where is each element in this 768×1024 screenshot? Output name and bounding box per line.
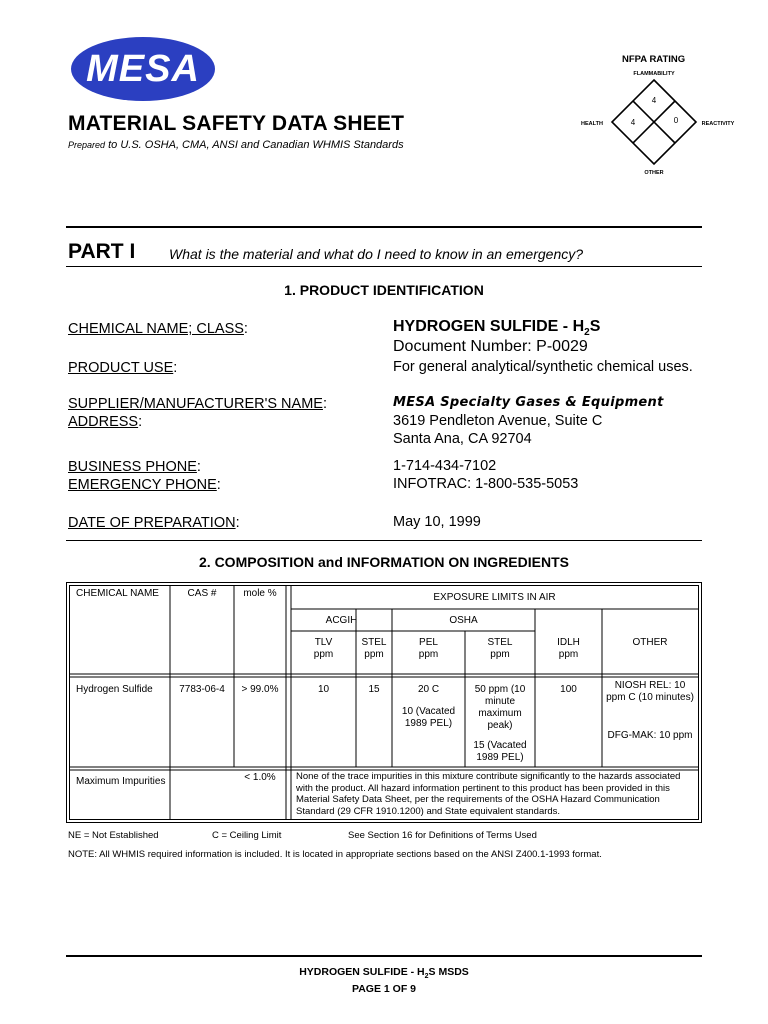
emergency-phone-label: EMERGENCY PHONE bbox=[68, 477, 217, 493]
nfpa-other-label: OTHER bbox=[644, 170, 664, 176]
row1-mole: > 99.0% bbox=[241, 684, 279, 695]
nfpa-health-label: HEALTH bbox=[581, 121, 603, 127]
mesa-logo bbox=[70, 36, 216, 102]
emergency-phone-label-row: EMERGENCY PHONE: bbox=[68, 477, 221, 493]
address-line1: 3619 Pendleton Avenue, Suite C bbox=[393, 413, 603, 429]
header-other: OTHER bbox=[632, 637, 668, 648]
business-phone-label-row: BUSINESS PHONE: bbox=[68, 459, 201, 475]
section1-title: 1. PRODUCT IDENTIFICATION bbox=[284, 282, 484, 298]
header-acgih: ACGIH bbox=[325, 615, 358, 626]
part-top-rule bbox=[66, 226, 702, 228]
header-stel-acgih-unit: ppm bbox=[364, 649, 384, 660]
header-pel bbox=[392, 637, 465, 661]
document-subtitle bbox=[68, 139, 404, 151]
legend-see-section: See Section 16 for Definitions of Terms Used bbox=[348, 830, 537, 841]
footer-title-suffix: S MSDS bbox=[428, 966, 469, 978]
date-label-row: DATE OF PREPARATION: bbox=[68, 515, 240, 531]
row2-mole: < 1.0% bbox=[244, 772, 276, 783]
product-use-label-row: PRODUCT USE: bbox=[68, 360, 178, 376]
page-number: PAGE 1 OF 9 bbox=[352, 983, 416, 995]
row1-other-a: NIOSH REL: 10 ppm C (10 minutes) bbox=[606, 680, 694, 703]
preparation-date: May 10, 1999 bbox=[393, 514, 481, 530]
legend-ceiling: C = Ceiling Limit bbox=[212, 830, 282, 841]
header-idlh bbox=[535, 637, 602, 661]
row1-stel: 15 bbox=[368, 684, 380, 695]
nfpa-health-value: 4 bbox=[630, 118, 636, 127]
header-pel-label: PEL bbox=[419, 637, 438, 648]
header-stel-acgih bbox=[356, 637, 392, 661]
section2-title: 2. COMPOSITION and INFORMATION ON INGREDIENTS bbox=[199, 554, 569, 570]
header-pel-unit: ppm bbox=[418, 649, 439, 660]
part-label: PART I bbox=[68, 240, 136, 263]
emergency-phone: INFOTRAC: 1-800-535-5053 bbox=[393, 476, 579, 492]
chemical-name-label-row: CHEMICAL NAME; CLASS: bbox=[68, 321, 248, 337]
header-osha: OSHA bbox=[449, 615, 478, 626]
supplier-name: MESA Specialty Gases & Equipment bbox=[393, 395, 664, 410]
row1-osha-stel-a: 50 ppm (10 minute maximum peak) bbox=[474, 684, 526, 731]
footer-title bbox=[0, 966, 768, 980]
footer-rule bbox=[66, 955, 702, 957]
nfpa-reactivity-value: 0 bbox=[673, 116, 679, 125]
footer-title-subscript: 2 bbox=[424, 973, 429, 981]
part-question: What is the material and what do I need to know in an emergency? bbox=[169, 246, 584, 262]
document-title: MATERIAL SAFETY DATA SHEET bbox=[68, 112, 405, 135]
subtitle-prefix: Prepared bbox=[68, 140, 106, 150]
header-mole: mole % bbox=[243, 588, 277, 599]
header-tlv-unit: ppm bbox=[313, 649, 334, 660]
row1-name: Hydrogen Sulfide bbox=[76, 684, 153, 695]
section2-top-rule bbox=[66, 540, 702, 541]
product-use-label: PRODUCT USE bbox=[68, 360, 174, 376]
chemical-name-main: HYDROGEN SULFIDE - H bbox=[393, 318, 585, 335]
row2-note: None of the trace impurities in this mixture contribute significantly to the hazards associated with the product. All hazard information pertinent to this product has been provided in this Material Safety Data Sheet, per the requirements of the OSHA Hazard Communication Standard (29 CFR 1910.1200) and State equivalent standards. bbox=[296, 771, 681, 817]
nfpa-heading: NFPA RATING bbox=[622, 54, 686, 65]
header-stel-osha-label: STEL bbox=[487, 637, 513, 648]
document-number: Document Number: P-0029 bbox=[393, 338, 588, 355]
row2-name: Maximum Impurities bbox=[76, 776, 166, 787]
subtitle-rest: to U.S. OSHA, CMA, ANSI and Canadian WHMIS Standards bbox=[105, 139, 404, 151]
header-exposure: EXPOSURE LIMITS IN AIR bbox=[433, 592, 556, 603]
chemical-name-label: CHEMICAL NAME; CLASS bbox=[68, 321, 244, 337]
nfpa-diamond bbox=[576, 66, 746, 178]
row1-osha-stel-b: 15 (Vacated 1989 PEL) bbox=[473, 740, 527, 763]
row1-idlh: 100 bbox=[560, 684, 577, 695]
header-tlv bbox=[291, 637, 356, 661]
logo-text: MESA bbox=[86, 48, 200, 90]
nfpa-reactivity-label: REACTIVITY bbox=[701, 121, 735, 127]
row1-tlv: 10 bbox=[317, 684, 330, 695]
business-phone-label: BUSINESS PHONE bbox=[68, 459, 197, 475]
product-use: For general analytical/synthetic chemical uses. bbox=[393, 359, 693, 375]
legend-ne: NE = Not Established bbox=[68, 830, 159, 841]
nfpa-flammability-value: 4 bbox=[651, 96, 657, 105]
row1-other-b: DFG-MAK: 10 ppm bbox=[607, 730, 693, 741]
header-cas: CAS # bbox=[187, 588, 217, 599]
header-idlh-label: IDLH bbox=[557, 637, 580, 648]
composition-table bbox=[66, 582, 702, 823]
row1-pel-b: 10 (Vacated 1989 PEL) bbox=[401, 706, 456, 729]
chemical-name bbox=[393, 318, 600, 338]
header-tlv-label: TLV bbox=[314, 637, 333, 648]
row1-cas: 7783-06-4 bbox=[179, 684, 225, 695]
part-bottom-rule bbox=[66, 266, 702, 267]
footer-title-main: HYDROGEN SULFIDE - H bbox=[299, 966, 425, 978]
address-label-row: ADDRESS: bbox=[68, 414, 143, 430]
supplier-label-row: SUPPLIER/MANUFACTURER'S NAME: bbox=[68, 396, 327, 412]
date-label: DATE OF PREPARATION bbox=[68, 515, 236, 531]
header-idlh-unit: ppm bbox=[558, 649, 579, 660]
business-phone: 1-714-434-7102 bbox=[393, 458, 497, 474]
supplier-label: SUPPLIER/MANUFACTURER'S NAME bbox=[68, 396, 323, 412]
chemical-name-suffix: S bbox=[589, 318, 601, 335]
row1-pel-a: 20 C bbox=[417, 684, 440, 695]
nfpa-flammability-label: FLAMMABILITY bbox=[633, 71, 675, 77]
address-line2: Santa Ana, CA 92704 bbox=[393, 431, 532, 447]
whmis-note: NOTE: All WHMIS required information is included. It is located in appropriate sections based on the ANSI Z400.1-1993 format. bbox=[68, 849, 602, 860]
chemical-name-subscript: 2 bbox=[584, 327, 590, 339]
header-chemical-name: CHEMICAL NAME bbox=[76, 588, 159, 599]
header-stel-acgih-label: STEL bbox=[361, 637, 387, 648]
address-label: ADDRESS bbox=[68, 414, 139, 430]
header-stel-osha bbox=[465, 637, 535, 661]
header-stel-osha-unit: ppm bbox=[490, 649, 510, 660]
